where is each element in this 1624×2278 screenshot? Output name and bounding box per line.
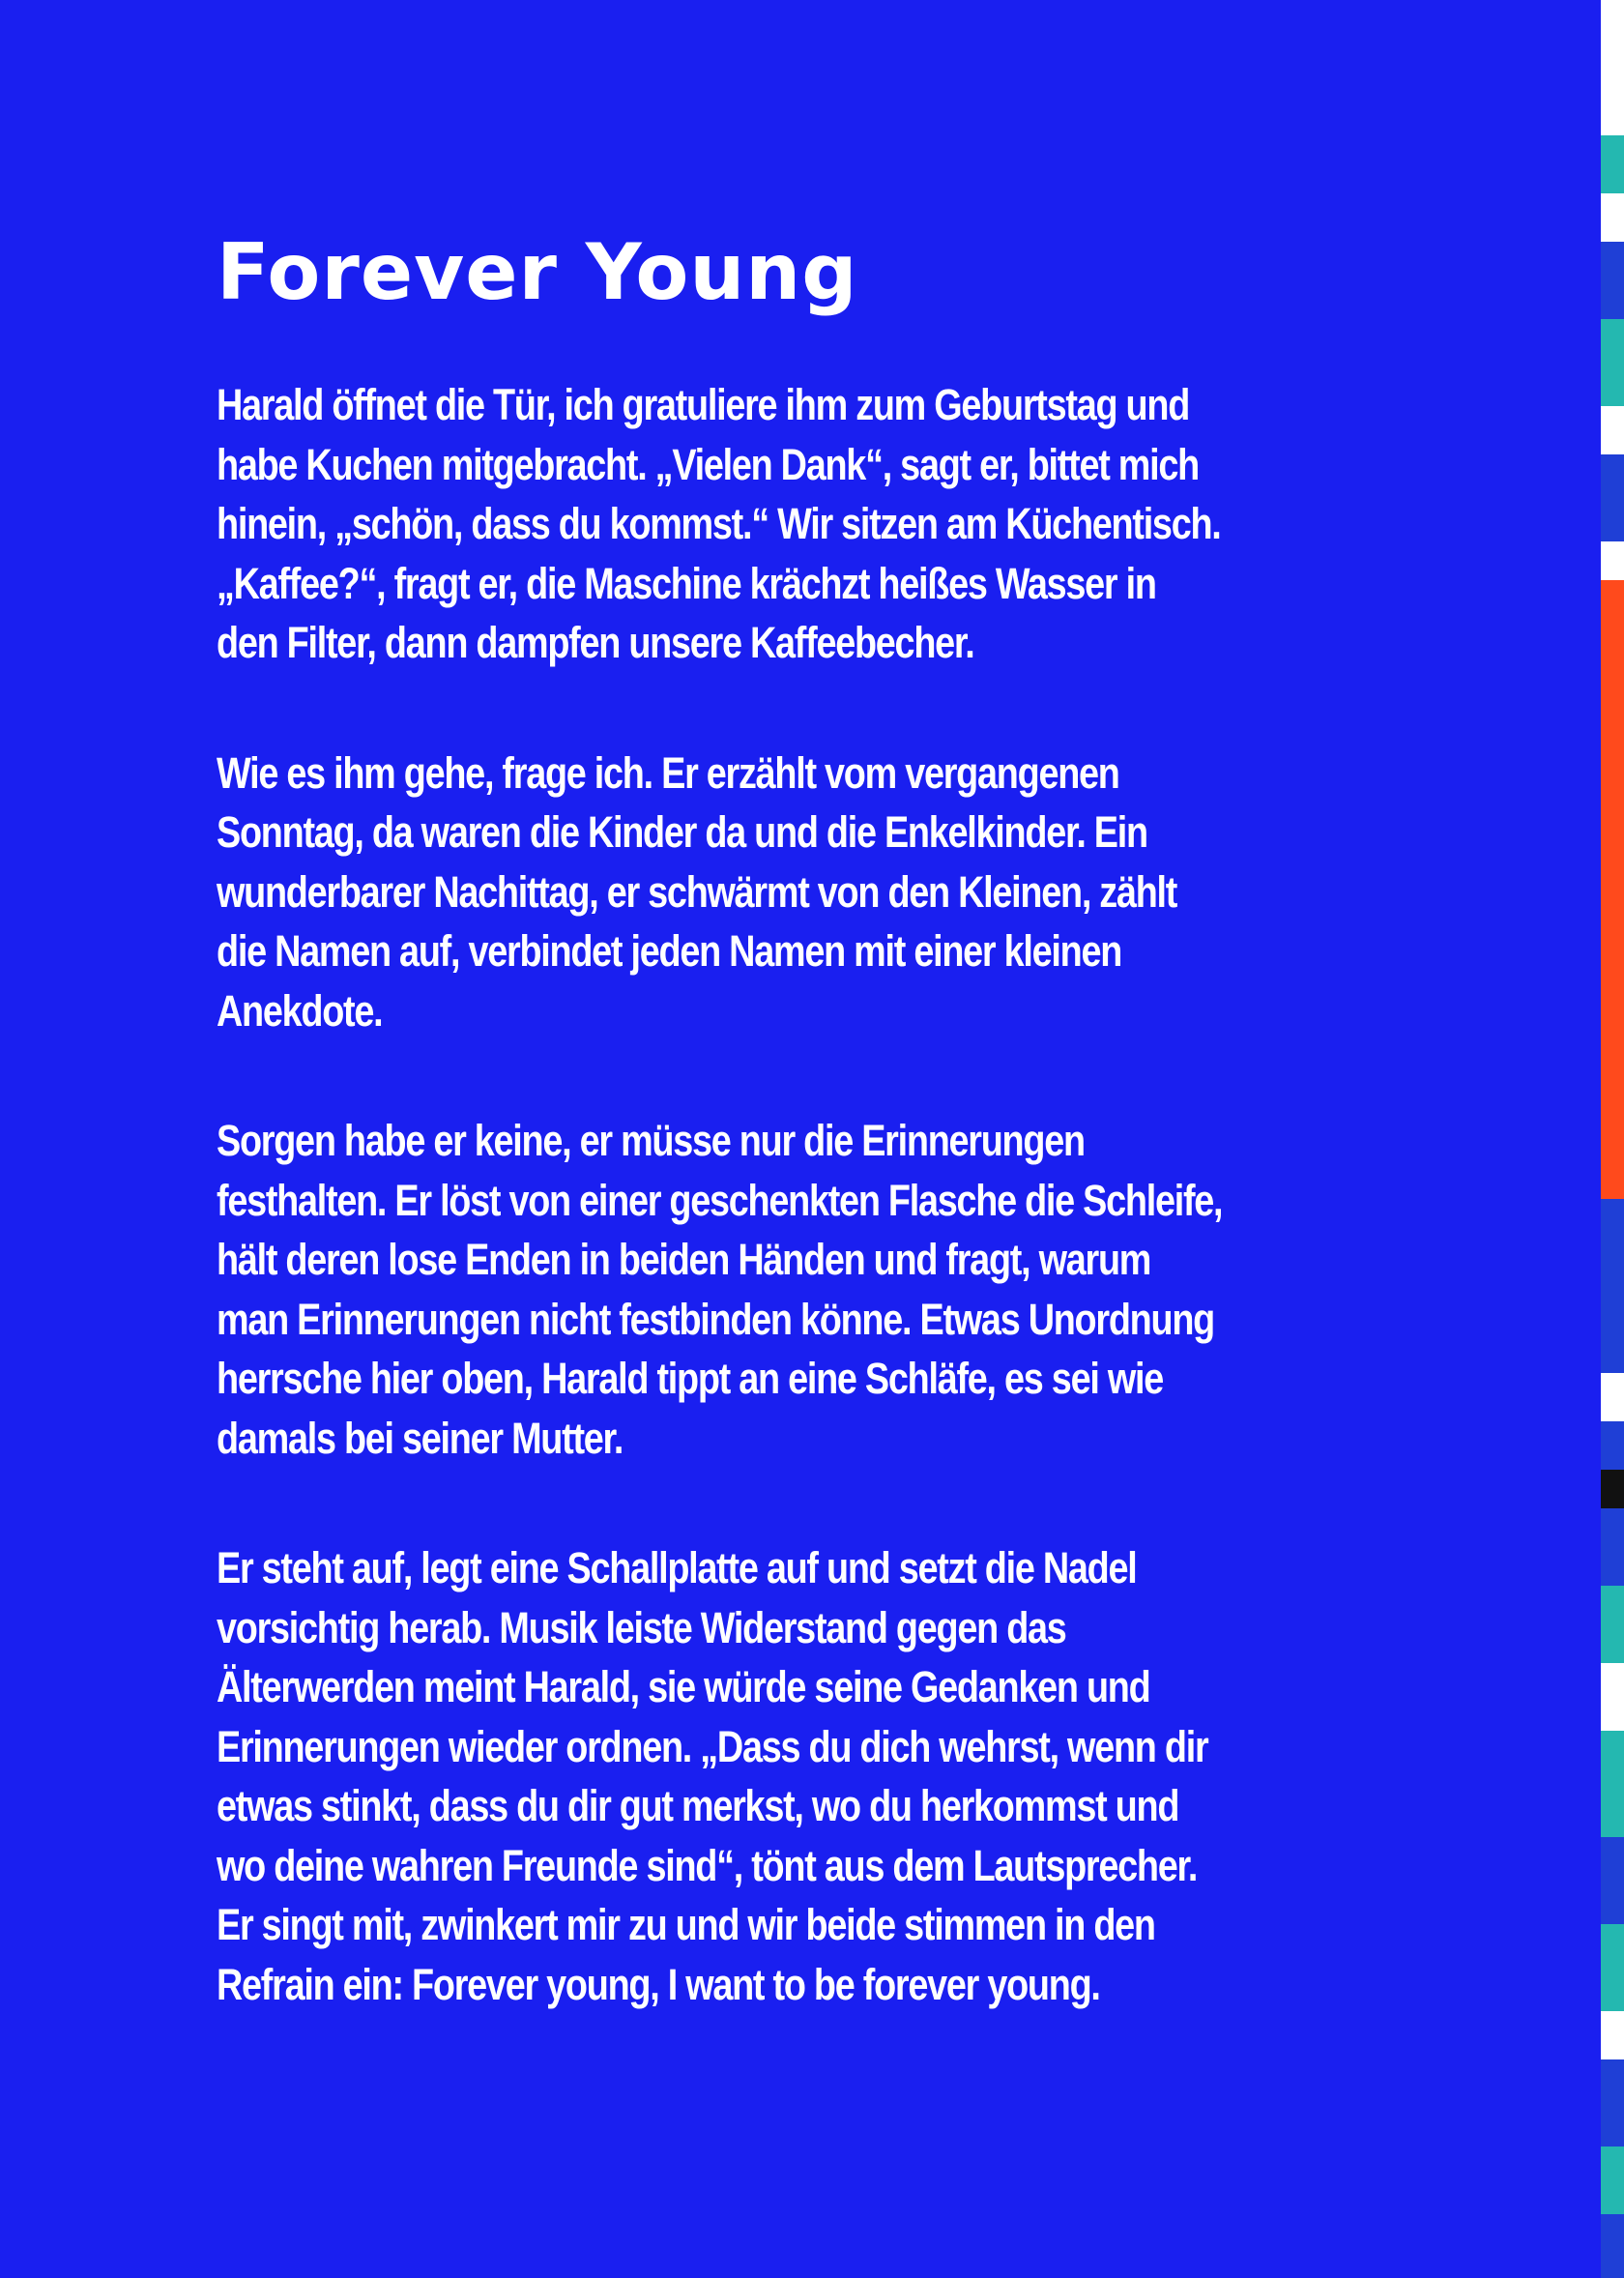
text-line: damals bei seiner Mutter. xyxy=(217,1413,624,1463)
adjacent-page-photo-edge xyxy=(1601,0,1624,2278)
text-line: vorsichtig herab. Musik leiste Widerstand gegen das xyxy=(217,1602,1066,1652)
text-line: herrsche hier oben, Harald tippt an eine Schläfe, es sei wie xyxy=(217,1354,1163,1403)
paragraph-1 xyxy=(217,375,1239,673)
text-line: festhalten. Er löst von einer geschenkten Flasche die Schleife, xyxy=(217,1175,1223,1225)
text-line: wo deine wahren Freunde sind“, tönt aus dem Lautsprecher. xyxy=(217,1840,1198,1890)
article-body xyxy=(217,375,1239,2085)
text-line: Harald öffnet die Tür, ich gratuliere ihm zum Geburtstag und xyxy=(217,380,1190,429)
page-title: Forever Young xyxy=(217,227,858,317)
text-line: Sorgen habe er keine, er müsse nur die Erinnerungen xyxy=(217,1116,1085,1165)
text-line: Sonntag, da waren die Kinder da und die Enkelkinder. Ein xyxy=(217,807,1147,857)
text-line: Älterwerden meint Harald, sie würde seine Gedanken und xyxy=(217,1662,1150,1711)
text-line: etwas stinkt, dass du dir gut merkst, wo du herkommst und xyxy=(217,1781,1179,1830)
text-line: Er singt mit, zwinkert mir zu und wir beide stimmen in den xyxy=(217,1900,1155,1949)
text-line: hält deren lose Enden in beiden Händen und fragt, warum xyxy=(217,1235,1151,1284)
text-line: „Kaffee?“, fragt er, die Maschine krächzt heißes Wasser in xyxy=(217,558,1156,608)
text-line: man Erinnerungen nicht festbinden könne. Etwas Unordnung xyxy=(217,1294,1214,1344)
text-line: Refrain ein: Forever young, I want to be forever young. xyxy=(217,1959,1100,2009)
text-line: den Filter, dann dampfen unsere Kaffeebecher. xyxy=(217,618,974,667)
text-line: Erinnerungen wieder ordnen. „Dass du dich wehrst, wenn dir xyxy=(217,1721,1208,1771)
text-line: wunderbarer Nachittag, er schwärmt von den Kleinen, zählt xyxy=(217,866,1177,917)
paragraph-4 xyxy=(217,1538,1239,2014)
text-line: Er steht auf, legt eine Schallplatte auf und setzt die Nadel xyxy=(217,1543,1137,1592)
text-line: Wie es ihm gehe, frage ich. Er erzählt vom vergangenen xyxy=(217,747,1119,798)
text-line: habe Kuchen mitgebracht. „Vielen Dank“, sagt er, bittet mich xyxy=(217,439,1199,489)
text-line: Anekdote. xyxy=(217,985,383,1036)
paragraph-3 xyxy=(217,1111,1239,1468)
text-line: hinein, „schön, dass du kommst.“ Wir sitzen am Küchentisch. xyxy=(217,499,1221,548)
text-line: die Namen auf, verbindet jeden Namen mit einer kleinen xyxy=(217,926,1122,976)
paragraph-2 xyxy=(217,744,1239,1041)
